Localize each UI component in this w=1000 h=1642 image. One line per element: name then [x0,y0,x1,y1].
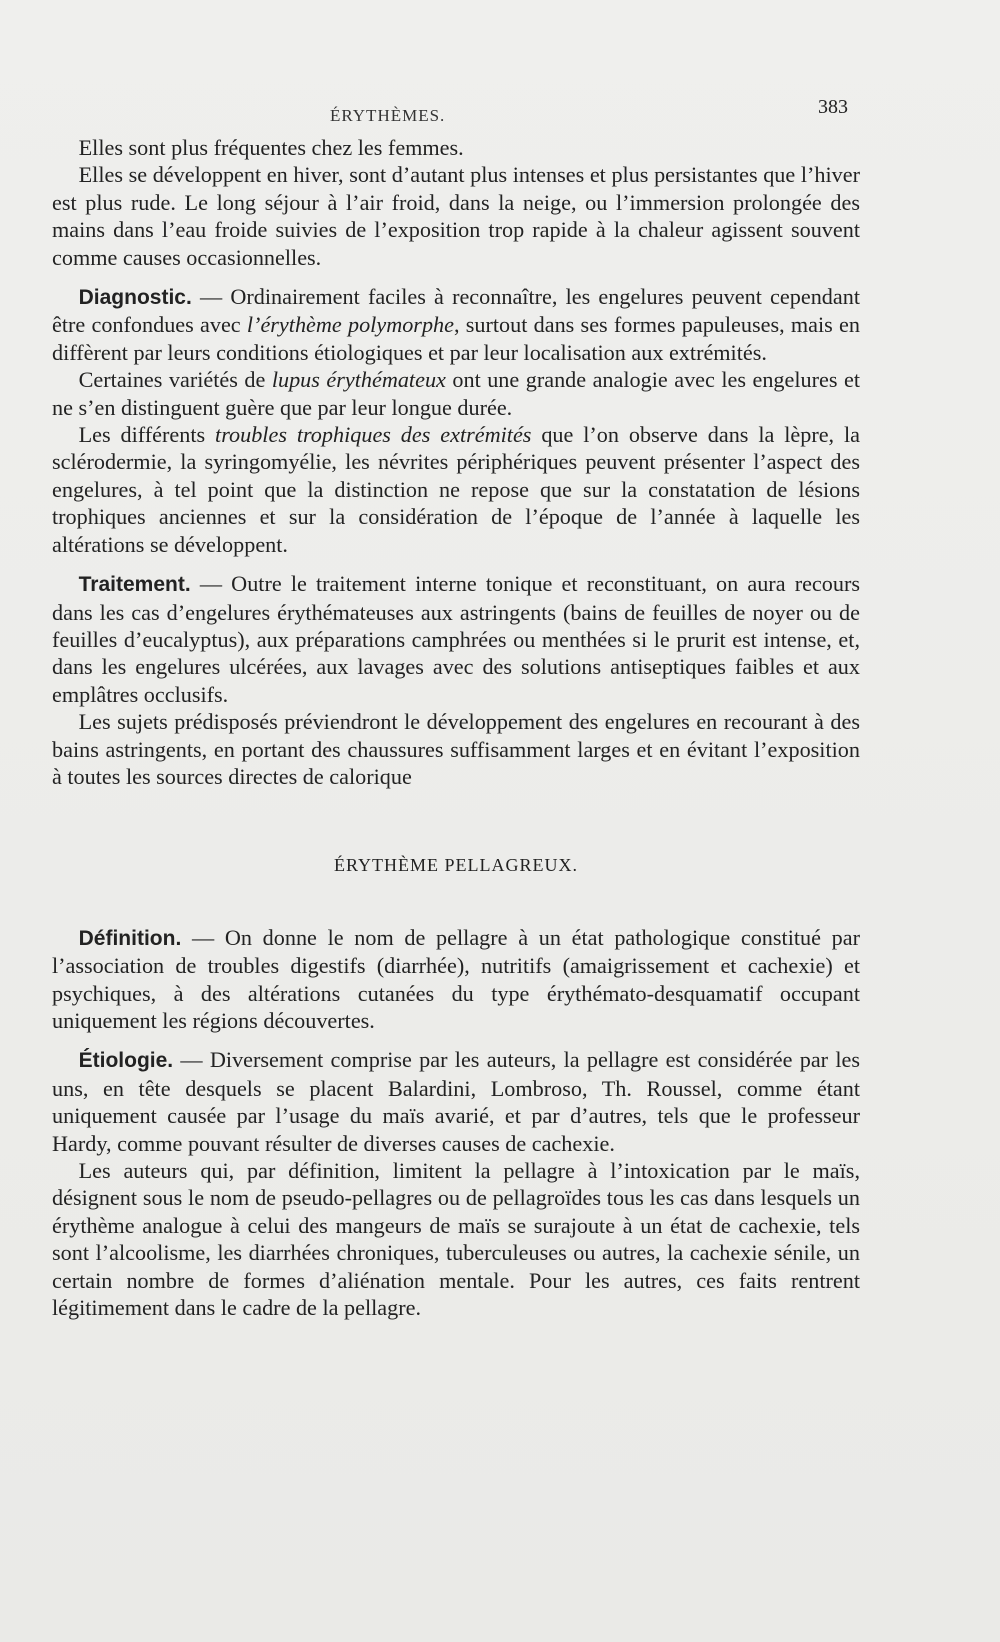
diagnostic-paragraph-3 [52,421,860,558]
diagnostic-text-1-italic: l’érythème polymorphe [246,312,454,338]
diagnostic-text-2a: Certaines variétés de [78,367,272,393]
etiologie-heading: Étiologie. [78,1049,174,1073]
diagnostic-text-2b: ont une grande analogie avec les engelures et ne s’en distinguent guère que par leur longue durée. [52,367,860,420]
diagnostic-text-1a: — Ordinairement faciles à reconnaître, les engelures peuvent cependant être confondues avec [52,284,860,338]
etiologie-text-1: — Diversement comprise par les auteurs, la pellagre est considérée par les uns, en tête desquels se placent Balardini, Lombroso, Th. Roussel, comme étant uniquement causée par l’usage du maïs avarié, et par d’autres, tels que le professeur Hardy, comme pouvant résulter de diverses causes de cachexie. [52,1047,860,1156]
diagnostic-paragraph-2 [52,366,860,421]
traitement-paragraph-1 [52,570,860,708]
traitement-text-1: — Outre le traitement interne tonique et reconstituant, on aura recours dans les cas d’engelures érythémateuses aux astringents (bains de feuilles de noyer ou de feuilles d’eucalyptus), aux préparations camphrées ou menthées si le prurit est intense, et, dans les engelures ulcérées, aux lavages avec des solutions antiseptiques faibles et aux emplâtres occlusifs. [52,571,860,707]
running-head: ÉRYTHÈMES. [330,106,446,125]
diagnostic-text-3a: Les différents [78,422,216,448]
page-number: 383 [818,96,848,118]
traitement-paragraph-2: Les sujets prédisposés préviendront le développement des engelures en recourant à des bains astringents, en portant des chaussures suffisamment larges et en évitant l’exposition à toutes les sources directes de calorique [52,709,860,789]
section-title: ÉRYTHÈME PELLAGREUX. [334,855,578,876]
definition-heading: Définition. [78,926,182,950]
diagnostic-text-3b: que l’on observe dans la lèpre, la sclérodermie, la syringomyélie, les névrites périphériques peuvent présenter l’aspect des engelures, à tel point que la distinction ne repose que sur la constatation de lésions trophiques anciennes et sur la considération de l’époque de l’année à laquelle les altérations se développent. [52,422,860,557]
etiologie-paragraph-2: Les auteurs qui, par définition, limitent la pellagre à l’intoxication par le maïs, désignent sous le nom de pseudo-pellagres ou de pellagroïdes tous les cas dans lesquels un érythème analogue à celui des mangeurs de maïs se surajoute à un état de cachexie, tels sont l’alcoolisme, les diarrhées chroniques, tuberculeuses ou autres, la cachexie sénile, un certain nombre de formes d’aliénation mentale. Pour les autres, ces faits rentrent légitimement dans le cadre de la pellagre. [52,1158,860,1321]
intro-paragraph-2: Elles se développent en hiver, sont d’autant plus intenses et plus persistantes que l’hiver est plus rude. Le long séjour à l’air froid, dans la neige, ou l’immersion prolongée des mains dans l’eau froide suivies de l’exposition trop rapide à la chaleur agissent souvent comme causes occasionnelles. [52,162,860,270]
diagnostic-text-2-italic: lupus érythémateux [271,367,446,393]
diagnostic-text-3-italic: troubles trophiques des extrémités [215,422,532,448]
definition-paragraph [52,924,860,1035]
body-text [52,134,860,1321]
diagnostic-heading: Diagnostic. [78,286,192,310]
diagnostic-text-1b: , surtout dans ses formes papuleuses, mais en diffèrent par leurs conditions étiologiques et par leur localisation aux extrémités. [52,312,860,365]
traitement-heading: Traitement. [78,573,191,597]
etiologie-paragraph-1 [52,1046,860,1157]
definition-text: — On donne le nom de pellagre à un état pathologique constitué par l’association de troubles digestifs (diarrhée), nutritifs (amaigrissement et cachexie) et psychiques, à des altérations cutanées du type érythémato-desquamatif occupant uniquement les régions découvertes. [52,924,860,1033]
page-header [0,96,1000,126]
diagnostic-paragraph-1 [52,283,860,366]
intro-paragraph-1: Elles sont plus fréquentes chez les femmes. [78,135,464,160]
